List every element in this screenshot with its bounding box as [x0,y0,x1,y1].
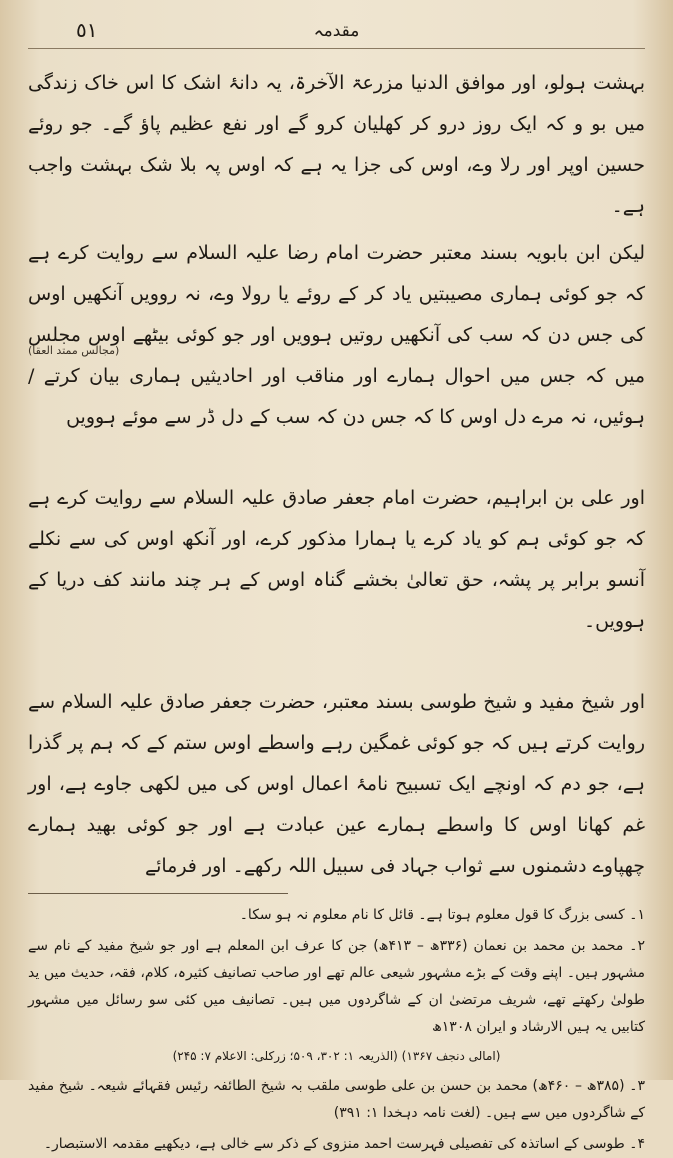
page-number: ٥١ [76,18,98,42]
paragraph-4: اور شیخ مفید و شیخ طوسی بسند معتبر، حضرت جعفر صادق علیہ السلام سے روایت کرتے ہیں کہ جو کوئی غمگین رہے واسطے اوس ستم کے کہ ہم پر گذرا ہے، جو دم کہ اونچے ایک تسبیح نامۂ اعمال اوس کی میں لکھی جاوے ہے، اور غم کھانا اوس کا واسطے ہمارے عین عبادت ہے اور جو کوئی بھید ہمارے چھپاوے دشمنوں سے ثواب جہاد فی سبیل اللہ رکھے۔ اور فرمائے [28,691,645,877]
running-title: مقدمہ [313,21,360,41]
footnote-divider [28,893,288,894]
footnote-2-citation: (امالی دنجف ۱۳۶۷) (الذریعہ ۱: ۳۰۲، ۵۰۹؛ زرکلی: الاعلام ۷: ۲۴۵) [172,1049,501,1063]
page-header [28,18,645,49]
body-text [28,63,645,887]
paragraph-2: لیکن ابن بابویہ بسند معتبر حضرت امام رضا علیہ السلام سے روایت کرے ہے کہ جو کوئی ہماری مصیبتیں یاد کر کے روئے یا رولا وے، نہ روویں آنکھیں اوس کی جس دن کہ سب کی آنکھیں روتیں ہوویں اور جو کوئی بیٹھے اوس مجلس میں کہ جس میں احوال ہمارے اور مناقب اور احادیثیں ہماری بیان کرتے / ہوئیں، نہ مرے دل اوس کا کہ جس دن کہ سب کے دل ڈر سے موئے ہوویں [28,242,645,428]
footnote-3: ۳۔ (۳۸۵ھ – ۴۶۰ھ) محمد بن حسن بن علی طوسی ملقب بہ شیخ الطائفہ رئیس فقہائے شیعہ۔ شیخ مفید کے شاگردوں میں سے ہیں۔ (لغت نامہ دہخدا ۱: ۳۹۱) [28,1078,645,1121]
margin-note: (مجالس ممتد العقا) [28,344,120,357]
footnote-4: ۴۔ طوسی کے اساتذہ کی تفصیلی فہرست احمد منزوی کے ذکر سے خالی ہے، دیکھیے مقدمہ الاستبصار۔ [43,1136,645,1152]
paragraph-1: بہشت ہولو، اور موافق الدنیا مزرعۃ الآخرۃ، یہ دانۂ اشک کا اس خاک زندگی میں بو و کہ ایک روز درو کر کھلیان کرو گے اور نفع عظیم پاؤ گے۔ جو روئے حسین اوپر اور رلا وے، اوس کی جزا یہ ہے کہ اوس پہ بلا شک بہشت واجب ہے۔ [28,72,645,217]
paragraph-3: اور علی بن ابراہیم، حضرت امام جعفر صادق علیہ السلام سے روایت کرے ہے کہ جو کوئی ہم کو یاد کرے یا ہمارا مذکور کرے، اور آنکھ اوس کی سے نکلے آنسو برابر پر پشہ، حق تعالیٰ بخشے گناہ اوس کے ہر چند مانند کف دریا کے ہوویں۔ [28,487,645,632]
footnote-2: ۲۔ محمد بن محمد بن نعمان (۳۳۶ھ – ۴۱۳ھ) جن کا عرف ابن المعلم ہے اور جو شیخ مفید کے نام سے مشہور ہیں۔ اپنے وقت کے بڑے مشہور شیعی عالم تھے اور صاحب تصانیف کثیرہ، کلام، فقہ، حدیث میں ید طولیٰ رکھتے تھے، شریف مرتضیٰ ان کے شاگردوں میں ہیں۔ تصانیف میں کئی سو رسائل میں مشہور کتابیں یہ ہیں الارشاد و ایران ۱۳۰۸ھ [28,938,645,1035]
footnotes [28,902,645,1158]
footnote-1: ۱۔ کسی بزرگ کا قول معلوم ہوتا ہے۔ قائل کا نام معلوم نہ ہو سکا۔ [239,907,645,923]
